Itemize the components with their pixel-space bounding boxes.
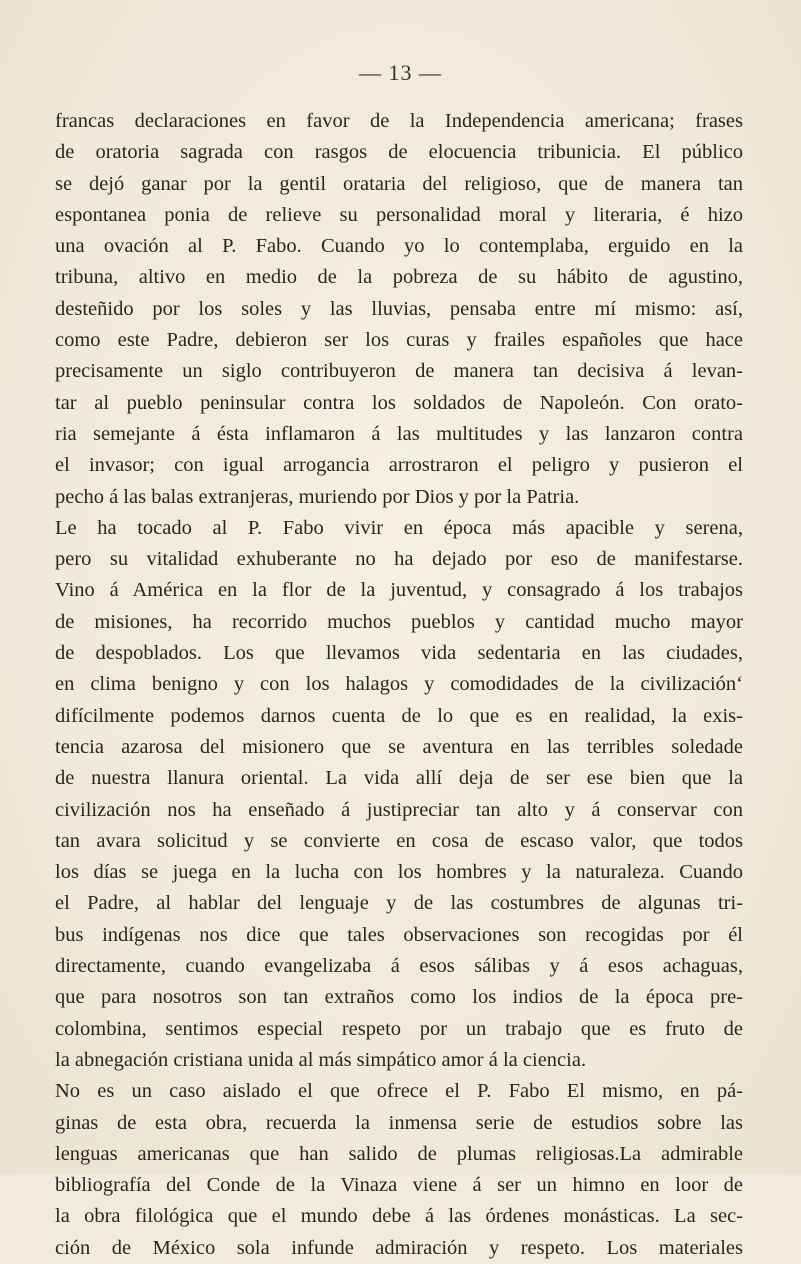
text-line: espontanea ponia de relieve su personalidad moral y literaria, é hizo [55, 203, 743, 226]
text-line: precisamente un siglo contribuyeron de manera tan decisiva á levan- [55, 360, 743, 383]
text-line: los días se juega en la lucha con los hombres y la naturaleza. Cuando [55, 861, 743, 884]
text-line: pecho á las balas extranjeras, muriendo por Dios y por la Patria. [55, 485, 580, 508]
text-line: tribuna, altivo en medio de la pobreza de su hábito de agustino, [55, 266, 743, 289]
text-line: ria semejante á ésta inflamaron á las multitudes y las lanzaron contra [55, 422, 743, 445]
text-line: ginas de esta obra, recuerda la inmensa serie de estudios sobre las [55, 1111, 743, 1134]
text-line: Le ha tocado al P. Fabo vivir en época más apacible y serena, [55, 516, 743, 539]
text-line: Vino á América en la flor de la juventud, y consagrado á los trabajos [55, 579, 743, 602]
text-line: de despoblados. Los que llevamos vida sedentaria en las ciudades, [55, 642, 743, 665]
text-line: desteñido por los soles y las lluvias, pensaba entre mí mismo: así, [55, 297, 743, 320]
text-line: como este Padre, debieron ser los curas y frailes españoles que hace [55, 329, 743, 352]
text-line: de oratoria sagrada con rasgos de elocuencia tribunicia. El público [55, 141, 743, 164]
text-line: que para nosotros son tan extraños como los indios de la época pre- [55, 986, 743, 1009]
text-line: francas declaraciones en favor de la Independencia americana; frases [55, 110, 743, 132]
text-line: tencia azarosa del misionero que se aventura en las terribles soledade [55, 735, 743, 758]
text-line: la abnegación cristiana unida al más simpático amor á la ciencia. [55, 1048, 587, 1071]
text-line: bus indígenas nos dice que tales observaciones son recogidas por él [55, 923, 743, 946]
text-line: directamente, cuando evangelizaba á esos sálibas y á esos achaguas, [55, 955, 743, 978]
page-number: — 13 — [359, 60, 442, 85]
text-line: el invasor; con igual arrogancia arrostraron el peligro y pusieron el [55, 454, 743, 477]
text-line: tar al pueblo peninsular contra los soldados de Napoleón. Con orato- [55, 391, 743, 414]
text-line: el Padre, al hablar del lenguaje y de las costumbres de algunas tri- [55, 892, 743, 915]
text-line: tan avara solicitud y se convierte en cosa de escaso valor, que todos [55, 829, 743, 852]
text-line: colombina, sentimos especial respeto por un trabajo que es fruto de [55, 1017, 743, 1040]
text-line: pero su vitalidad exhuberante no ha dejado por eso de manifestarse. [55, 548, 743, 571]
text-line: una ovación al P. Fabo. Cuando yo lo contemplaba, erguido en la [55, 235, 743, 258]
text-line: difícilmente podemos darnos cuenta de lo que es en realidad, la exis- [55, 704, 743, 727]
text-line: de misiones, ha recorrido muchos pueblos y cantidad mucho mayor [55, 610, 743, 633]
text-line: de nuestra llanura oriental. La vida allí deja de ser ese bien que la [55, 767, 743, 790]
text-line: civilización nos ha enseñado á justipreciar tan alto y á conservar con [55, 798, 743, 821]
body-text [55, 106, 743, 1264]
text-line: se dejó ganar por la gentil orataria del religioso, que de manera tan [55, 172, 743, 195]
text-line: bibliografía del Conde de la Vinaza viene á ser un himno en loor de [55, 1174, 743, 1197]
text-line: lenguas americanas que han salido de plumas religiosas.La admirable [55, 1142, 743, 1165]
text-line: la obra filológica que el mundo debe á las órdenes monásticas. La sec- [55, 1205, 743, 1228]
text-line: en clima benigno y con los halagos y comodidades de la civilización‘ [55, 673, 743, 696]
text-line: No es un caso aislado el que ofrece el P. Fabo El mismo, en pá- [55, 1080, 743, 1103]
text-line: ción de México sola infunde admiración y respeto. Los materiales [55, 1236, 743, 1259]
